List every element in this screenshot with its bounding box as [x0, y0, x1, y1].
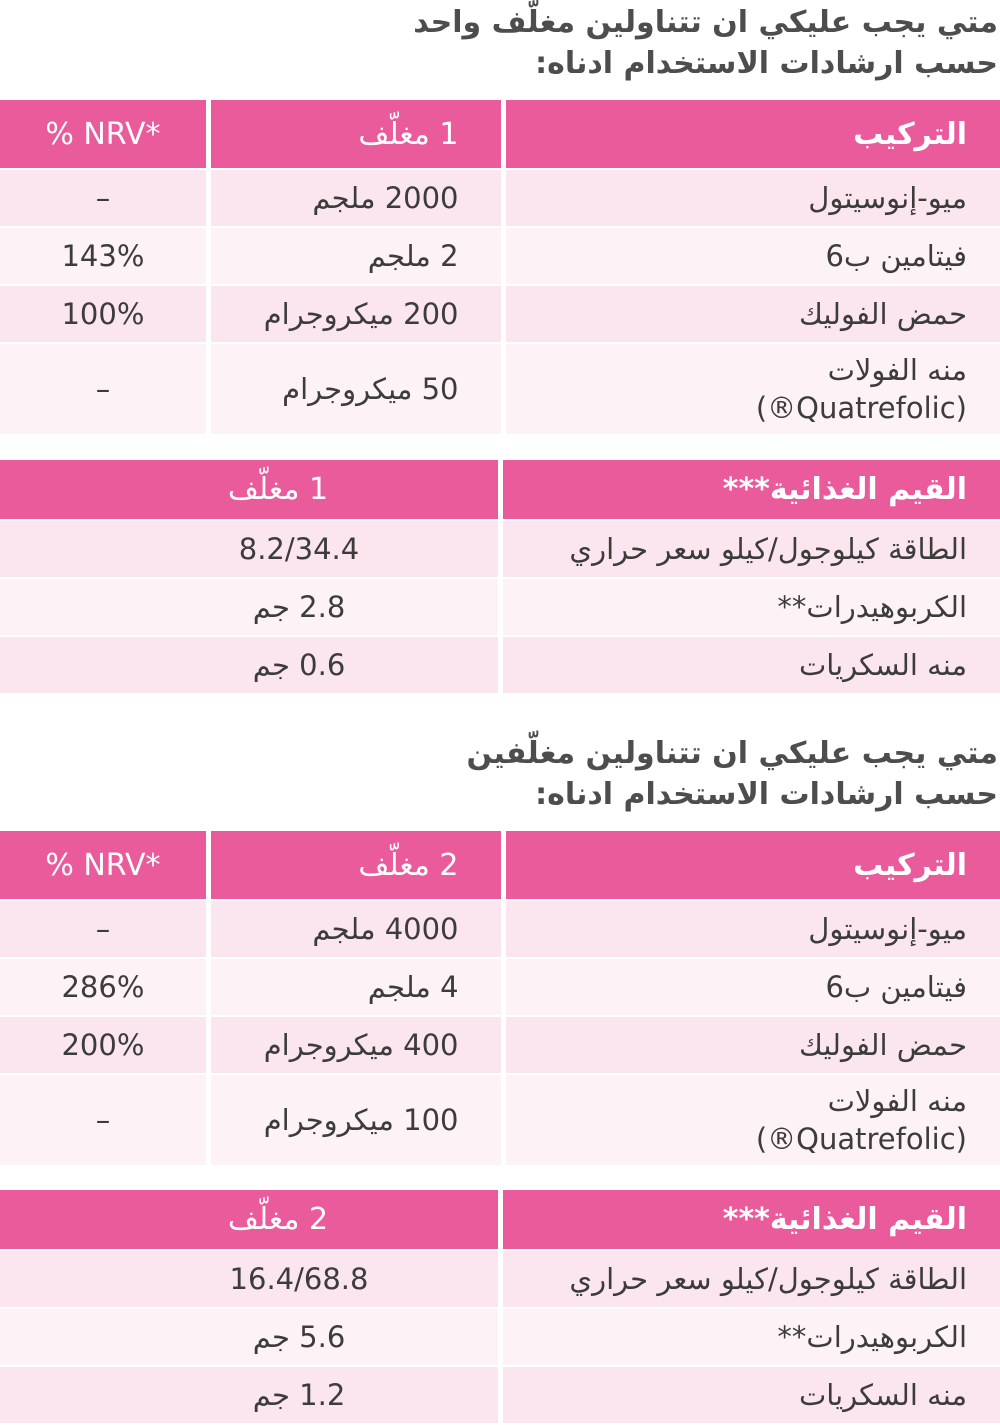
ingredient-name-line1: منه الفولات	[827, 1084, 967, 1118]
ingredient-name: فيتامين ب6	[506, 959, 1000, 1015]
header-nutrition: القيم الغذائية***	[503, 1190, 1000, 1249]
table-header-row	[0, 831, 1000, 899]
table-header-row	[0, 1190, 1000, 1249]
table-row	[0, 1075, 1000, 1165]
table-row	[0, 637, 1000, 693]
ingredient-nrv: 286%	[0, 959, 206, 1015]
nutrition-table-1-sachet	[0, 460, 1000, 693]
ingredient-amount: 4 ملجم	[211, 959, 501, 1015]
nutrient-name: الطاقة كيلوجول/كيلو سعر حراري	[503, 1251, 1000, 1307]
table-row	[0, 228, 1000, 284]
ingredient-name: ميو-إنوسيتول	[506, 170, 1000, 226]
nutrient-value: 1.2 جم	[0, 1367, 498, 1423]
nutrient-name: منه السكريات	[503, 637, 1000, 693]
header-amount: 2 مغلّف	[211, 831, 501, 899]
nutrient-name: منه السكريات	[503, 1367, 1000, 1423]
table-row	[0, 579, 1000, 635]
header-composition: التركيب	[506, 831, 1000, 899]
header-amount: 1 مغلّف	[211, 100, 501, 168]
table-row	[0, 1251, 1000, 1307]
ingredient-nrv: –	[0, 901, 206, 957]
nutrient-name: الكربوهيدرات**	[503, 579, 1000, 635]
ingredient-amount: 100 ميكروجرام	[211, 1075, 501, 1165]
section2-heading-line1: متي يجب عليكي ان تتناولين مغلّفين	[466, 736, 998, 771]
table-row	[0, 170, 1000, 226]
ingredient-name-line2: (Quatrefolic®)	[755, 391, 967, 425]
ingredient-name-line2: (Quatrefolic®)	[755, 1122, 967, 1156]
section1-heading	[0, 2, 1000, 84]
ingredient-amount: 400 ميكروجرام	[211, 1017, 501, 1073]
header-nrv: % NRV*	[0, 100, 206, 168]
ingredient-name: ميو-إنوسيتول	[506, 901, 1000, 957]
section1-heading-line1: متي يجب عليكي ان تتناولين مغلّف واحد	[413, 5, 998, 40]
ingredient-nrv: –	[0, 170, 206, 226]
ingredient-nrv: 100%	[0, 286, 206, 342]
table-row	[0, 1367, 1000, 1423]
table-header-row	[0, 100, 1000, 168]
header-nutrition: القيم الغذائية***	[503, 460, 1000, 519]
nutrient-value: 0.6 جم	[0, 637, 498, 693]
ingredient-amount: 200 ميكروجرام	[211, 286, 501, 342]
ingredient-name	[506, 344, 1000, 434]
table-row	[0, 286, 1000, 342]
nutrition-table-2-sachets	[0, 1190, 1000, 1423]
composition-table-2-sachets	[0, 831, 1000, 1165]
section1-heading-line2: حسب ارشادات الاستخدام ادناه:	[535, 46, 998, 81]
header-composition: التركيب	[506, 100, 1000, 168]
ingredient-amount: 2000 ملجم	[211, 170, 501, 226]
header-nrv: % NRV*	[0, 831, 206, 899]
ingredient-name	[506, 1075, 1000, 1165]
table-row	[0, 1309, 1000, 1365]
table-row	[0, 1017, 1000, 1073]
table-row	[0, 959, 1000, 1015]
nutrient-name: الكربوهيدرات**	[503, 1309, 1000, 1365]
header-value: 2 مغلّف	[0, 1190, 498, 1249]
ingredient-amount: 2 ملجم	[211, 228, 501, 284]
nutrient-name: الطاقة كيلوجول/كيلو سعر حراري	[503, 521, 1000, 577]
ingredient-nrv: –	[0, 1075, 206, 1165]
table-row	[0, 901, 1000, 957]
ingredient-nrv: 200%	[0, 1017, 206, 1073]
ingredient-nrv: –	[0, 344, 206, 434]
nutrient-value: 8.2/34.4	[0, 521, 498, 577]
nutrient-value: 2.8 جم	[0, 579, 498, 635]
section2-heading	[0, 733, 1000, 815]
nutrient-value: 16.4/68.8	[0, 1251, 498, 1307]
composition-table-1-sachet	[0, 100, 1000, 434]
section2-heading-line2: حسب ارشادات الاستخدام ادناه:	[535, 777, 998, 812]
table-row	[0, 344, 1000, 434]
table-row	[0, 521, 1000, 577]
table-header-row	[0, 460, 1000, 519]
ingredient-amount: 4000 ملجم	[211, 901, 501, 957]
ingredient-name: فيتامين ب6	[506, 228, 1000, 284]
ingredient-name: حمض الفوليك	[506, 286, 1000, 342]
ingredient-name-line1: منه الفولات	[827, 353, 967, 387]
header-value: 1 مغلّف	[0, 460, 498, 519]
ingredient-name: حمض الفوليك	[506, 1017, 1000, 1073]
ingredient-nrv: 143%	[0, 228, 206, 284]
nutrient-value: 5.6 جم	[0, 1309, 498, 1365]
ingredient-amount: 50 ميكروجرام	[211, 344, 501, 434]
